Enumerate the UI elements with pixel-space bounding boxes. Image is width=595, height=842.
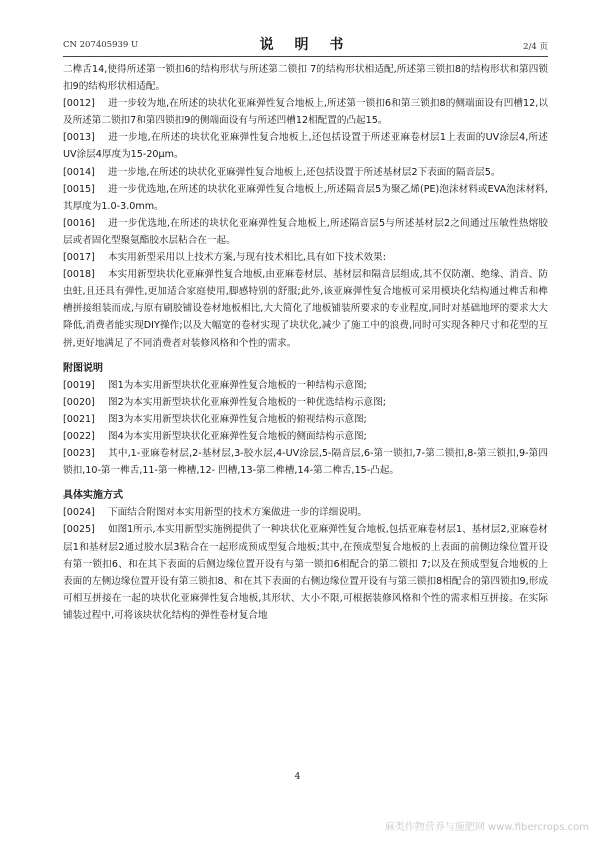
paragraph (63, 215, 548, 249)
paragraph-number: [0025] (63, 524, 95, 536)
paragraph-number: [0017] (63, 252, 95, 264)
paragraph-number: [0012] (63, 98, 95, 110)
paragraph-group-summary (63, 95, 548, 351)
paragraph-text: 进一步地,在所述的块状化亚麻弹性复合地板上,还包括设置于所述亚麻卷材层1上表面的UV涂层4,所述UV涂层4厚度为15-20μm。 (63, 132, 548, 161)
paragraph-number: [0014] (63, 166, 95, 178)
paragraph (63, 504, 548, 521)
paragraph (63, 377, 548, 394)
paragraph (63, 129, 548, 163)
paragraph-number: [0023] (63, 448, 95, 460)
paragraph (63, 164, 548, 181)
paragraph-text: 进一步优选地,在所述的块状化亚麻弹性复合地板上,所述隔音层5与所述基材层2之间通过压敏性热熔胶层或者固化型聚氨酯胶水层粘合在一起。 (63, 217, 548, 246)
paragraph-group-embodiment (63, 504, 548, 624)
section-heading-figures: 附图说明 (63, 362, 103, 374)
paragraph-number: [0019] (63, 379, 95, 391)
page-number: 4 (294, 772, 301, 782)
paragraph-text: 进一步较为地,在所述的块状化亚麻弹性复合地板上,所述第一锁扣6和第三锁扣8的侧端面设有凹槽12,以及所述第二锁扣7和第四锁扣9的侧端面设有与所述凹槽12相配置的凸起15。 (63, 98, 548, 127)
paragraph-text: 图4为本实用新型块状化亚麻弹性复合地板的侧面结构示意图; (108, 430, 367, 442)
paragraph (63, 428, 548, 445)
paragraph (63, 181, 548, 215)
patent-number: CN 207405939 U (63, 40, 139, 50)
page-indicator: 2/4 页 (523, 42, 548, 52)
paragraph-text: 下面结合附图对本实用新型的技术方案做进一步的详细说明。 (108, 507, 368, 519)
paragraph (63, 394, 548, 411)
document-body (63, 61, 548, 624)
paragraph-text: 进一步优选地,在所述的块状化亚麻弹性复合地板上,所述隔音层5为聚乙烯(PE)泡沫材料或EVA泡沫材料,其厚度为1.0-3.0mm。 (63, 183, 548, 212)
paragraph-text: 本实用新型采用以上技术方案,与现有技术相比,具有如下技术效果: (108, 252, 386, 264)
paragraph-text: 其中,1-亚麻卷材层,2-基材层,3-胶水层,4-UV涂层,5-隔音层,6-第一锁扣,7-第二锁扣,8-第三锁扣,9-第四锁扣,10-第一榫舌,11-第一榫槽,12- 凹槽,13-第二榫槽,14-第二榫舌,15-凸起。 (63, 448, 548, 477)
paragraph-number: [0018] (63, 269, 95, 281)
continued-paragraph: 二榫舌14,使得所述第一锁扣6的结构形状与所述第二锁扣 7的结构形状相适配,所述第三锁扣8的结构形状和第四锁扣9的结构形状相适配。 (63, 64, 548, 93)
paragraph-number: [0013] (63, 132, 95, 144)
paragraph-text: 进一步地,在所述的块状化亚麻弹性复合地板上,还包括设置于所述基材层2下表面的隔音层5。 (108, 166, 501, 178)
paragraph (63, 249, 548, 266)
paragraph-text: 本实用新型块状化亚麻弹性复合地板,由亚麻卷材层、基材层和隔音层组成,其不仅防潮、绝缘、消音、防虫蛀,且还具有弹性,更加适合家庭使用,脚感特别的舒服;此外,该亚麻弹性复合地板可采用模块化结构通过榫舌和榫槽拼接组装而成,与原有刷胶铺设卷材地板相比,大大简化了地板铺装所要求的专业程度,同时对基础地坪的要求大大降低,消费者能实现DIY操作;以及大幅宽的卷材实现了块状化,减少了施工中的浪费,同时可实现各种尺寸和花型的互拼,更好地满足了不同消费者对装修风格和个性的需求。 (63, 269, 548, 349)
paragraph-text: 如图1所示,本实用新型实施例提供了一种块状化亚麻弹性复合地板,包括亚麻卷材层1、基材层2,亚麻卷材层1和基材层2通过胶水层3粘合在一起形成预成型复合地板;其中,在预成型复合地板的上表面的前侧边缘位置开设有第一锁扣6、和在其下表面的后侧边缘位置开设有与第一锁扣6相配合的第二锁扣 7;以及在预成型复合地板的上表面的左侧边缘位置开设有第三锁扣8、和在其下表面的右侧边缘位置开设有与第三锁扣8相配合的第四锁扣9,形成可相互拼接在一起的块状化亚麻弹性复合地板,其形状、大小不限,可根据装修风格和个性的需求相互拼接。在实际铺装过程中,可将该块状化结构的弹性卷材复合地 (63, 524, 548, 621)
page-header (63, 34, 548, 57)
paragraph (63, 95, 548, 129)
paragraph-number: [0016] (63, 217, 95, 229)
paragraph-number: [0024] (63, 507, 95, 519)
paragraph-group-figures (63, 377, 548, 480)
watermark-text: 麻类作物营养与施肥网 www.fibercrops.com (384, 822, 589, 833)
paragraph-text: 图3为本实用新型块状化亚麻弹性复合地板的俯视结构示意图; (108, 413, 367, 425)
section-heading-embodiment: 具体实施方式 (63, 490, 123, 502)
paragraph (63, 445, 548, 479)
document-title: 说 明 书 (259, 37, 352, 53)
paragraph-number: [0015] (63, 183, 95, 195)
paragraph-number: [0020] (63, 396, 95, 408)
paragraph-number: [0022] (63, 430, 95, 442)
paragraph (63, 266, 548, 351)
paragraph-text: 图2为本实用新型块状化亚麻弹性复合地板的一种优选结构示意图; (108, 396, 386, 408)
paragraph (63, 411, 548, 428)
paragraph-number: [0021] (63, 413, 95, 425)
paragraph-text: 图1为本实用新型块状化亚麻弹性复合地板的一种结构示意图; (108, 379, 367, 391)
paragraph (63, 521, 548, 624)
